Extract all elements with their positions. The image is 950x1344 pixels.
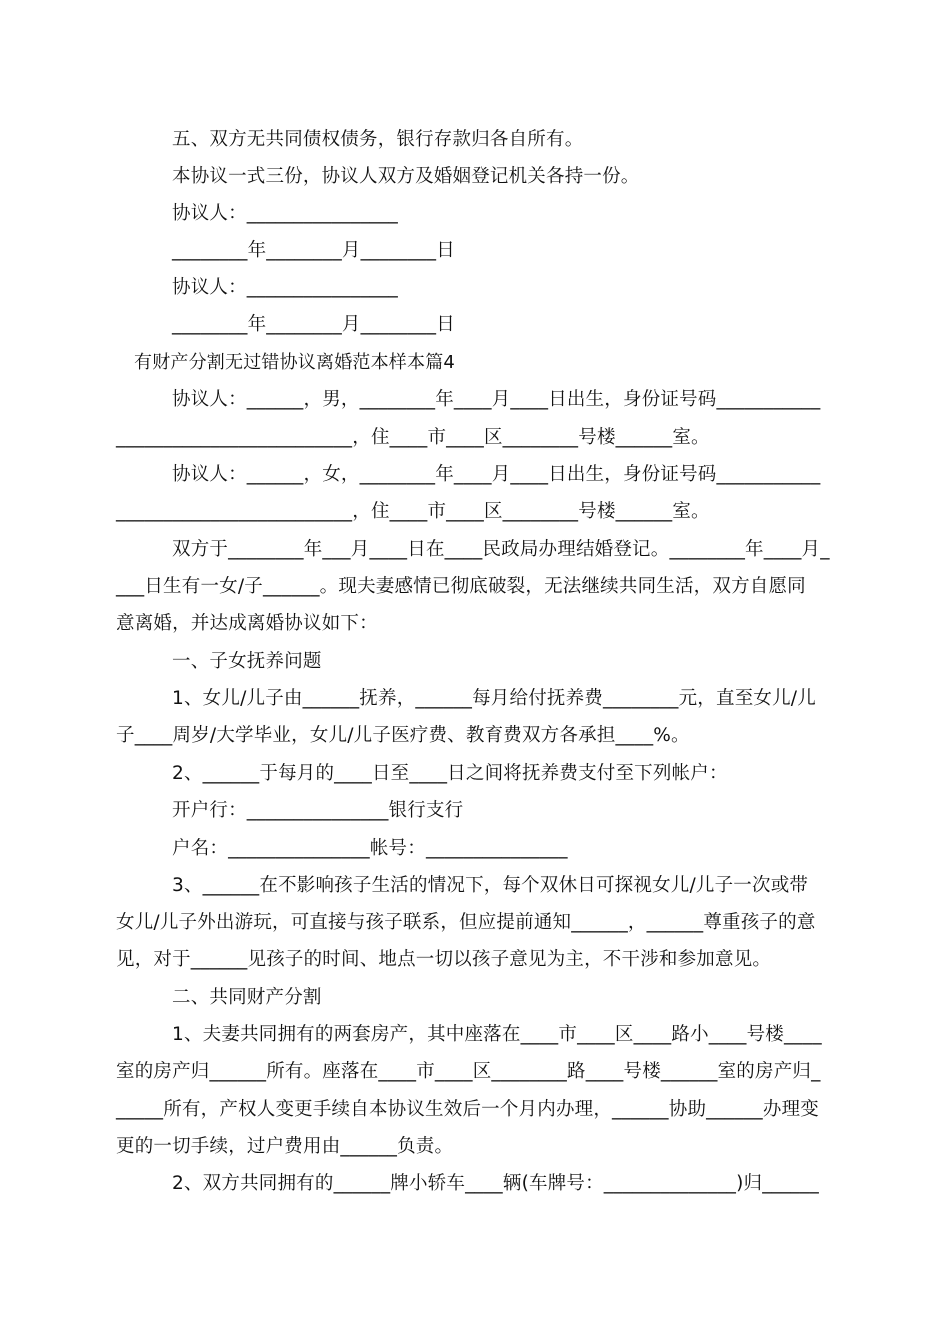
custody-clause-1-line-1: 1、女儿/儿子由______抚养，______每月给付抚养费________元，直至女儿/儿: [172, 688, 816, 709]
custody-clause-1-line-2: 子____周岁/大学毕业，女儿/儿子医疗费、教育费双方各承担____%。: [116, 725, 690, 746]
bank-branch-line: 开户行：_______________银行支行: [172, 800, 464, 821]
visitation-line-1: 3、______在不影响孩子生活的情况下，每个双休日可探视女儿/儿子一次或带: [172, 875, 809, 896]
account-name-number-line: 户名：_______________帐号：_______________: [172, 838, 568, 859]
visitation-line-3: 见，对于______见孩子的时间、地点一切以孩子意见为主，不干涉和参加意见。: [116, 949, 772, 970]
heading-child-custody: 一、子女抚养问题: [172, 651, 322, 672]
heading-property-division: 二、共同财产分割: [172, 987, 322, 1008]
signatory-2-date-line: ________年________月________日: [172, 314, 455, 335]
copies-statement: 本协议一式三份，协议人双方及婚姻登记机关各持一份。: [172, 166, 640, 187]
marriage-info-line-1: 双方于________年___月____日在____民政局办理结婚登记。________年____月_: [172, 539, 830, 560]
signatory-2-line: 协议人：________________: [172, 277, 399, 298]
property-clause-1-line-2: 室的房产归______所有。座落在____市____区________路____号楼______室的房产归_: [116, 1061, 821, 1082]
property-clause-1-line-3: _____所有，产权人变更手续自本协议生效后一个月内办理，______协助______办理变: [116, 1099, 819, 1120]
party-2-info-line: 协议人：______，女，________年____月____日出生，身份证号码___________: [172, 464, 821, 485]
clause-5-text: 五、双方无共同债权债务，银行存款归各自所有。: [172, 129, 584, 150]
signatory-1-line: 协议人：________________: [172, 203, 399, 224]
signatory-1-date-line: ________年________月________日: [172, 240, 455, 261]
party-1-address-line: _________________________，住____市____区________号楼______室。: [116, 427, 710, 448]
party-2-address-line: _________________________，住____市____区________号楼______室。: [116, 501, 710, 522]
marriage-info-line-2: ___日生有一女/子______。现夫妻感情已彻底破裂，无法继续共同生活，双方自愿同: [116, 576, 806, 597]
party-1-info-line: 协议人：______，男，________年____月____日出生，身份证号码___________: [172, 389, 821, 410]
custody-clause-2: 2、______于每月的____日至____日之间将抚养费支付至下列帐户：: [172, 763, 728, 784]
property-clause-1-line-4: 更的一切手续，过户费用由______负责。: [116, 1136, 454, 1157]
vehicle-clause-line: 2、双方共同拥有的______牌小轿车____辆(车牌号：______________)归______: [172, 1173, 819, 1194]
property-clause-1-line-1: 1、夫妻共同拥有的两套房产，其中座落在____市____区____路小____号楼____: [172, 1024, 822, 1045]
visitation-line-2: 女儿/儿子外出游玩，可直接与孩子联系，但应提前通知______，______尊重孩子的意: [116, 912, 816, 933]
marriage-info-line-3: 意离婚，并达成离婚协议如下：: [116, 613, 378, 634]
section-title: 有财产分割无过错协议离婚范本样本篇4: [134, 352, 456, 373]
